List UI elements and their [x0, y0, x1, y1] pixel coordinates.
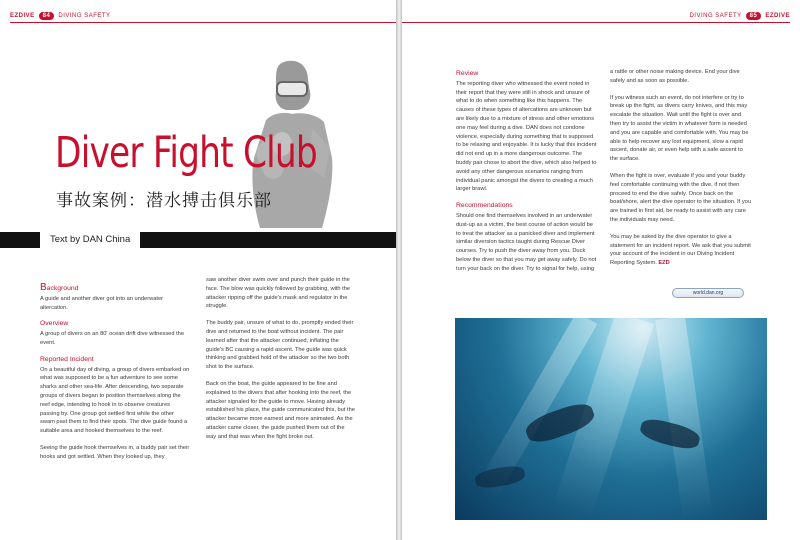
brand-logo: EZDIVE: [10, 13, 35, 19]
reported-incident-text: On a beautiful day of diving, a group of divers embarked on what was supposed to be a fun adventure to see some sharks and other sea-life. After descending, two separate groups of divers began to position themselves along the reef edge, intending to hook in to observe creatures passing by. One group got settled first while the other swam past them to find their spots. The dive guide found a suitable area and hooked themselves to the reef.: [40, 366, 190, 435]
review-heading: Review: [456, 70, 479, 77]
recommendations-text: Should one find themselves involved in an underwater dust-up as a victim, the best course of action would be to treat the attacker as a panicked diver and implement similar diversion tactics taught during Rescue Diver courses. Try to push the diver away from you. Duck below the diver so that you may get away safely. Do not turn your back on the diver. Try to signal for help, using: [456, 212, 597, 272]
background-text: A guide and another diver got into an underwater altercation.: [40, 295, 163, 311]
column-4: [610, 68, 752, 276]
reported-incident-heading: Reported Incident: [40, 355, 94, 363]
page-number: 85: [746, 12, 762, 20]
section-label: DIVING SAFETY: [689, 13, 742, 19]
underwater-photo: [455, 318, 767, 520]
header-rule: [402, 22, 790, 23]
overview-heading: Overview: [40, 320, 69, 328]
body-paragraph: a rattle or other noise making device. End your dive safely and as soon as possible.: [610, 69, 740, 84]
end-mark: EZD: [658, 260, 670, 267]
body-paragraph: When the fight is over, evaluate if you and your buddy feel comfortable continuing with the dive, if not then proceed to end the dive safely. Once back on the boat/shore, alert the dive operator to the situation. If you are trained in first aid, be ready to assist with any care the individuals may need.: [610, 172, 752, 223]
website-link-badge[interactable]: world.dan.org: [672, 288, 744, 298]
closing-text: You may be asked by the dive operator to give a statement for an incident report. We ask that you submit your account of the incident in our Diving Incident Reporting System.: [610, 233, 751, 267]
brand-logo: EZDIVE: [765, 13, 790, 19]
body-paragraph: The buddy pair, unsure of what to do, promptly ended their dive and returned to the boat without incident. The pair learned after that the attacker continued, inflating the guide's BC causing a rapid ascent. The guide was quick thinking and grabbed hold of the attacker so the two both shot to the surface.: [206, 320, 354, 371]
review-text: The reporting diver who witnessed the event noted in their report that they were still in shock and unsure of what to do when something like this happens. The causes of these types of altercations are unknown but are likely due to a mixture of stress and other emotions one may feel during a dive. DAN does not condone violence, especially during something that is supposed to be relaxing and enjoyable. It is lucky that this incident did not end up in a more dangerous outcome. The buddy pair chose to abort the dive, which also helped to avoid any other dangerous scenarios ranging from individual panic amongst the divers to creating a much larger brawl.: [456, 80, 597, 193]
right-header: [689, 10, 790, 22]
body-paragraph: Back on the boat, the guide appeared to be fine and explained to the divers that after hooking into the reef, the attacker signaled for the guide to move. Having already established his place, the guide communicated this, but the attacker became more earnest and more animated. As the attacker came closer, the guide pushed them out of the way and that was when the fight broke out.: [206, 380, 355, 440]
overview-text: A group of divers on an 80' ocean drift dive witnessed the event.: [40, 331, 184, 346]
section-label: DIVING SAFETY: [58, 13, 111, 19]
column-2: [206, 276, 356, 450]
chinese-subtitle: 事故案例：潜水搏击俱乐部: [56, 191, 272, 211]
recommendations-heading: Recommendations: [456, 202, 513, 210]
light-ray: [655, 318, 713, 520]
body-paragraph: If you witness such an event, do not interfere or try to break up the fight, as divers carry knives, and this may escalate the situation. Wait until the fight is over and then try to assist the victim in whatever form is needed and you are capable and comfortable with. You may be able to help recover any lost equipment, slow a rapid ascent, donate air, or even help with a safe ascent to the surface.: [610, 94, 749, 163]
byline: Text by DAN China: [40, 232, 140, 248]
body-paragraph: [610, 233, 752, 268]
column-3: [456, 68, 598, 282]
column-1: [40, 282, 190, 470]
reported-incident-text-2: Seeing the guide hook themselves in, a buddy pair set their hooks and got settled. When they looked up, they: [40, 444, 190, 460]
body-paragraph: saw another diver swim over and punch their guide in the face. The blow was quickly followed by grabbing, with the attacker ripping off the guide's mask and regulator in the struggle.: [206, 277, 351, 310]
left-header: [10, 10, 111, 22]
header-rule: [10, 22, 396, 23]
page-title: Diver Fight Club: [55, 128, 317, 178]
left-page: [0, 0, 396, 540]
page-number: 84: [39, 12, 55, 20]
background-heading: Background: [40, 282, 79, 293]
